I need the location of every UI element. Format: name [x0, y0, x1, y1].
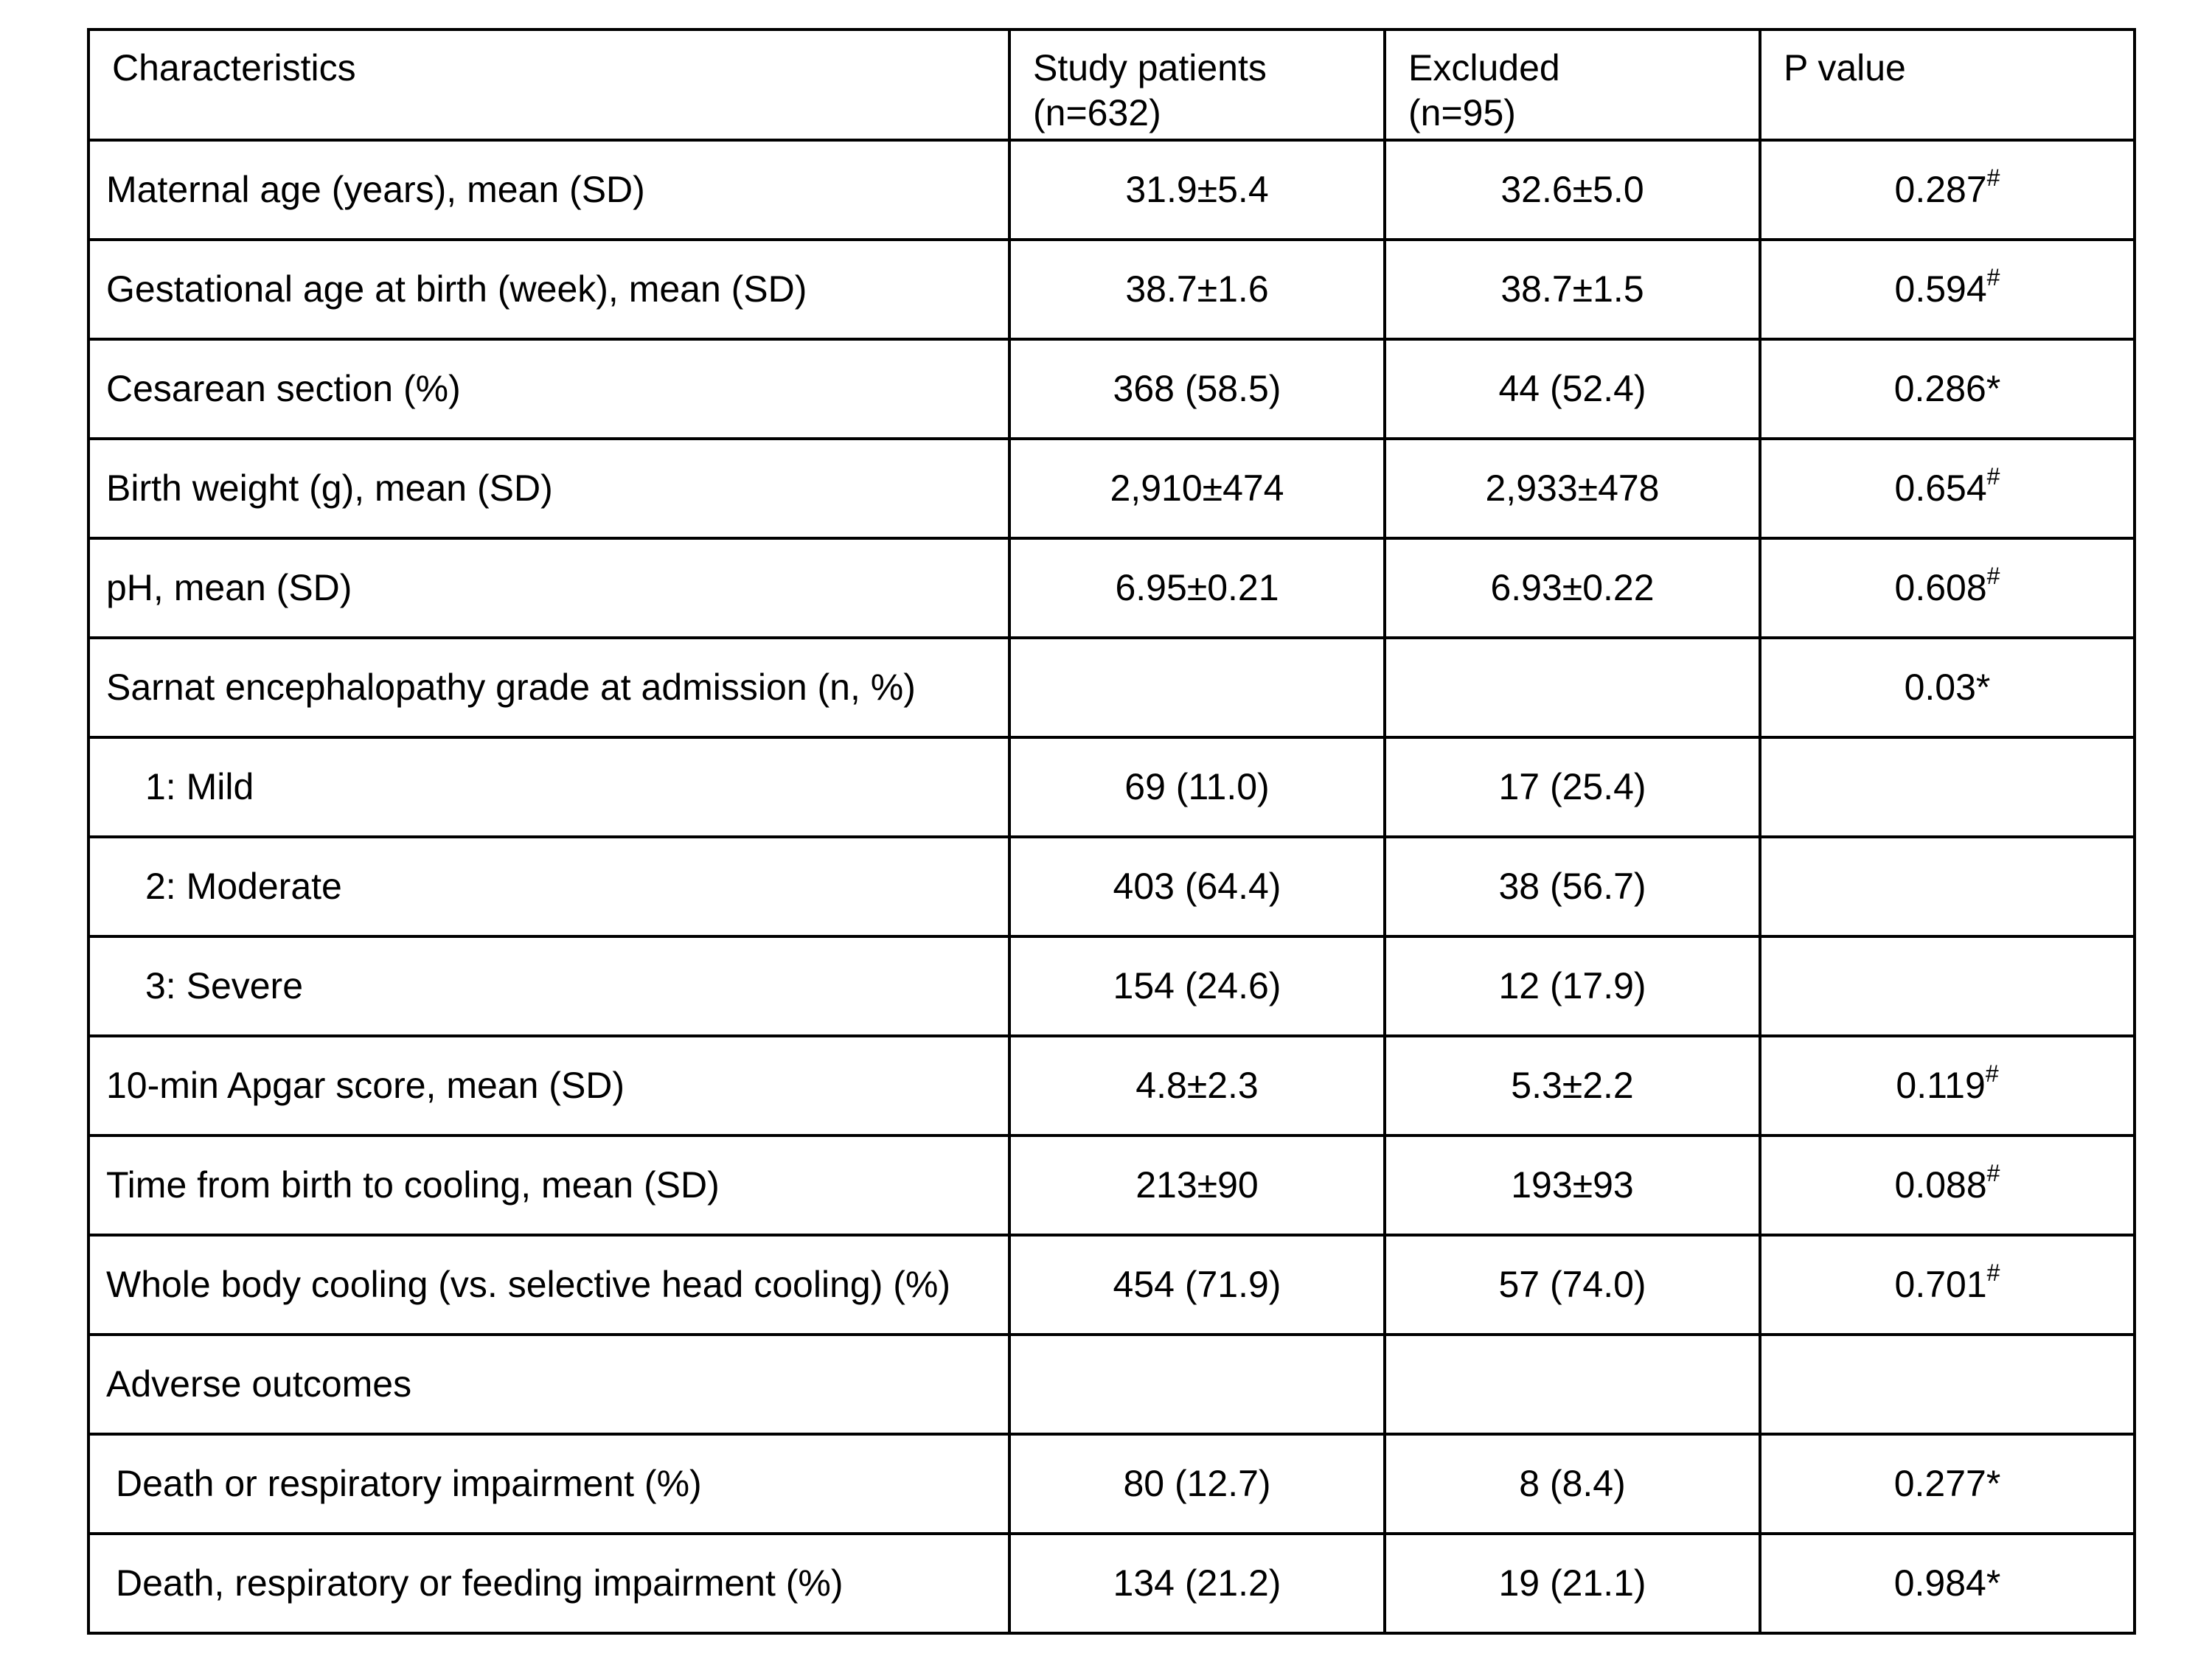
- table-row: [88, 1335, 2135, 1434]
- study-patients-value: 69 (11.0): [1009, 737, 1385, 837]
- p-value-cell: [1760, 1434, 2135, 1534]
- excluded-value: 2,933±478: [1385, 439, 1760, 538]
- header-study-patients: [1009, 29, 1385, 140]
- p-value: 0.277*: [1893, 1463, 2001, 1504]
- header-characteristics-label: Characteristics: [112, 47, 356, 88]
- p-value: 0.286*: [1893, 368, 2001, 409]
- study-patients-value: 454 (71.9): [1009, 1235, 1385, 1335]
- row-label: 3: Severe: [88, 936, 1009, 1036]
- p-value: 0.119: [1896, 1065, 1986, 1106]
- row-label: Death, respiratory or feeding impairment (%): [88, 1534, 1009, 1633]
- study-patients-value: 134 (21.2): [1009, 1534, 1385, 1633]
- p-value-cell: [1760, 737, 2135, 837]
- p-value: 0.984*: [1893, 1562, 2001, 1604]
- table-row: [88, 737, 2135, 837]
- table-row: [88, 1534, 2135, 1633]
- excluded-value: 5.3±2.2: [1385, 1036, 1760, 1135]
- excluded-value: 6.93±0.22: [1385, 538, 1760, 638]
- header-row: [88, 29, 2135, 140]
- excluded-value: 19 (21.1): [1385, 1534, 1760, 1633]
- header-excluded: [1385, 29, 1760, 140]
- excluded-value: 57 (74.0): [1385, 1235, 1760, 1335]
- study-patients-value: 154 (24.6): [1009, 936, 1385, 1036]
- p-value-cell: [1760, 638, 2135, 737]
- p-value: 0.594: [1894, 268, 1987, 310]
- row-label: Adverse outcomes: [88, 1335, 1009, 1434]
- table-row: [88, 538, 2135, 638]
- row-label: Death or respiratory impairment (%): [88, 1434, 1009, 1534]
- table-row: [88, 1036, 2135, 1135]
- row-label: Birth weight (g), mean (SD): [88, 439, 1009, 538]
- p-value-cell: [1760, 1235, 2135, 1335]
- excluded-value: 38.7±1.5: [1385, 240, 1760, 339]
- row-label: 2: Moderate: [88, 837, 1009, 936]
- header-p-value-label: P value: [1784, 47, 1906, 88]
- table-row: [88, 936, 2135, 1036]
- table-row: [88, 339, 2135, 439]
- excluded-value: [1385, 1335, 1760, 1434]
- row-label: 10-min Apgar score, mean (SD): [88, 1036, 1009, 1135]
- study-patients-value: [1009, 1335, 1385, 1434]
- p-value: 0.701: [1894, 1264, 1987, 1305]
- table-row: [88, 638, 2135, 737]
- header-excluded-line2: (n=95): [1408, 92, 1516, 133]
- p-value-cell: [1760, 240, 2135, 339]
- table-row: [88, 1235, 2135, 1335]
- study-patients-value: [1009, 638, 1385, 737]
- row-label: Sarnat encephalopathy grade at admission (n, %): [88, 638, 1009, 737]
- header-excluded-line1: Excluded: [1408, 47, 1560, 88]
- row-label: pH, mean (SD): [88, 538, 1009, 638]
- row-label: Maternal age (years), mean (SD): [88, 140, 1009, 240]
- characteristics-table-container: [87, 28, 2136, 1635]
- table-row: [88, 240, 2135, 339]
- excluded-value: 32.6±5.0: [1385, 140, 1760, 240]
- header-characteristics: [88, 29, 1009, 140]
- header-study-line2: (n=632): [1033, 92, 1161, 133]
- p-value-footnote-mark: #: [1986, 563, 2000, 590]
- p-value-cell: [1760, 1335, 2135, 1434]
- p-value-cell: [1760, 1135, 2135, 1235]
- excluded-value: 193±93: [1385, 1135, 1760, 1235]
- p-value: 0.608: [1894, 567, 1987, 608]
- p-value-footnote-mark: #: [1986, 1259, 2000, 1287]
- p-value-cell: [1760, 538, 2135, 638]
- p-value-cell: [1760, 1036, 2135, 1135]
- p-value-cell: [1760, 339, 2135, 439]
- excluded-value: 17 (25.4): [1385, 737, 1760, 837]
- excluded-value: 8 (8.4): [1385, 1434, 1760, 1534]
- table-row: [88, 140, 2135, 240]
- study-patients-value: 6.95±0.21: [1009, 538, 1385, 638]
- p-value-cell: [1760, 1534, 2135, 1633]
- p-value-cell: [1760, 439, 2135, 538]
- excluded-value: 12 (17.9): [1385, 936, 1760, 1036]
- study-patients-value: 80 (12.7): [1009, 1434, 1385, 1534]
- table-row: [88, 439, 2135, 538]
- header-p-value: [1760, 29, 2135, 140]
- excluded-value: 38 (56.7): [1385, 837, 1760, 936]
- p-value: 0.088: [1894, 1164, 1987, 1206]
- p-value: 0.654: [1894, 467, 1987, 509]
- study-patients-value: 403 (64.4): [1009, 837, 1385, 936]
- row-label: Time from birth to cooling, mean (SD): [88, 1135, 1009, 1235]
- p-value-cell: [1760, 936, 2135, 1036]
- study-patients-value: 31.9±5.4: [1009, 140, 1385, 240]
- characteristics-table: [87, 28, 2136, 1635]
- study-patients-value: 38.7±1.6: [1009, 240, 1385, 339]
- p-value-footnote-mark: #: [1986, 164, 2000, 192]
- p-value: 0.03*: [1904, 667, 1991, 708]
- table-row: [88, 1434, 2135, 1534]
- row-label: 1: Mild: [88, 737, 1009, 837]
- study-patients-value: 213±90: [1009, 1135, 1385, 1235]
- p-value-cell: [1760, 140, 2135, 240]
- p-value: 0.287: [1894, 169, 1987, 210]
- header-study-line1: Study patients: [1033, 47, 1267, 88]
- table-row: [88, 837, 2135, 936]
- p-value-footnote-mark: #: [1985, 1060, 1999, 1088]
- table-row: [88, 1135, 2135, 1235]
- p-value-footnote-mark: #: [1986, 1160, 2000, 1187]
- excluded-value: [1385, 638, 1760, 737]
- p-value-footnote-mark: #: [1986, 264, 2000, 291]
- row-label: Cesarean section (%): [88, 339, 1009, 439]
- excluded-value: 44 (52.4): [1385, 339, 1760, 439]
- study-patients-value: 4.8±2.3: [1009, 1036, 1385, 1135]
- study-patients-value: 2,910±474: [1009, 439, 1385, 538]
- p-value-footnote-mark: #: [1986, 463, 2000, 490]
- study-patients-value: 368 (58.5): [1009, 339, 1385, 439]
- row-label: Gestational age at birth (week), mean (SD): [88, 240, 1009, 339]
- row-label: Whole body cooling (vs. selective head cooling) (%): [88, 1235, 1009, 1335]
- p-value-cell: [1760, 837, 2135, 936]
